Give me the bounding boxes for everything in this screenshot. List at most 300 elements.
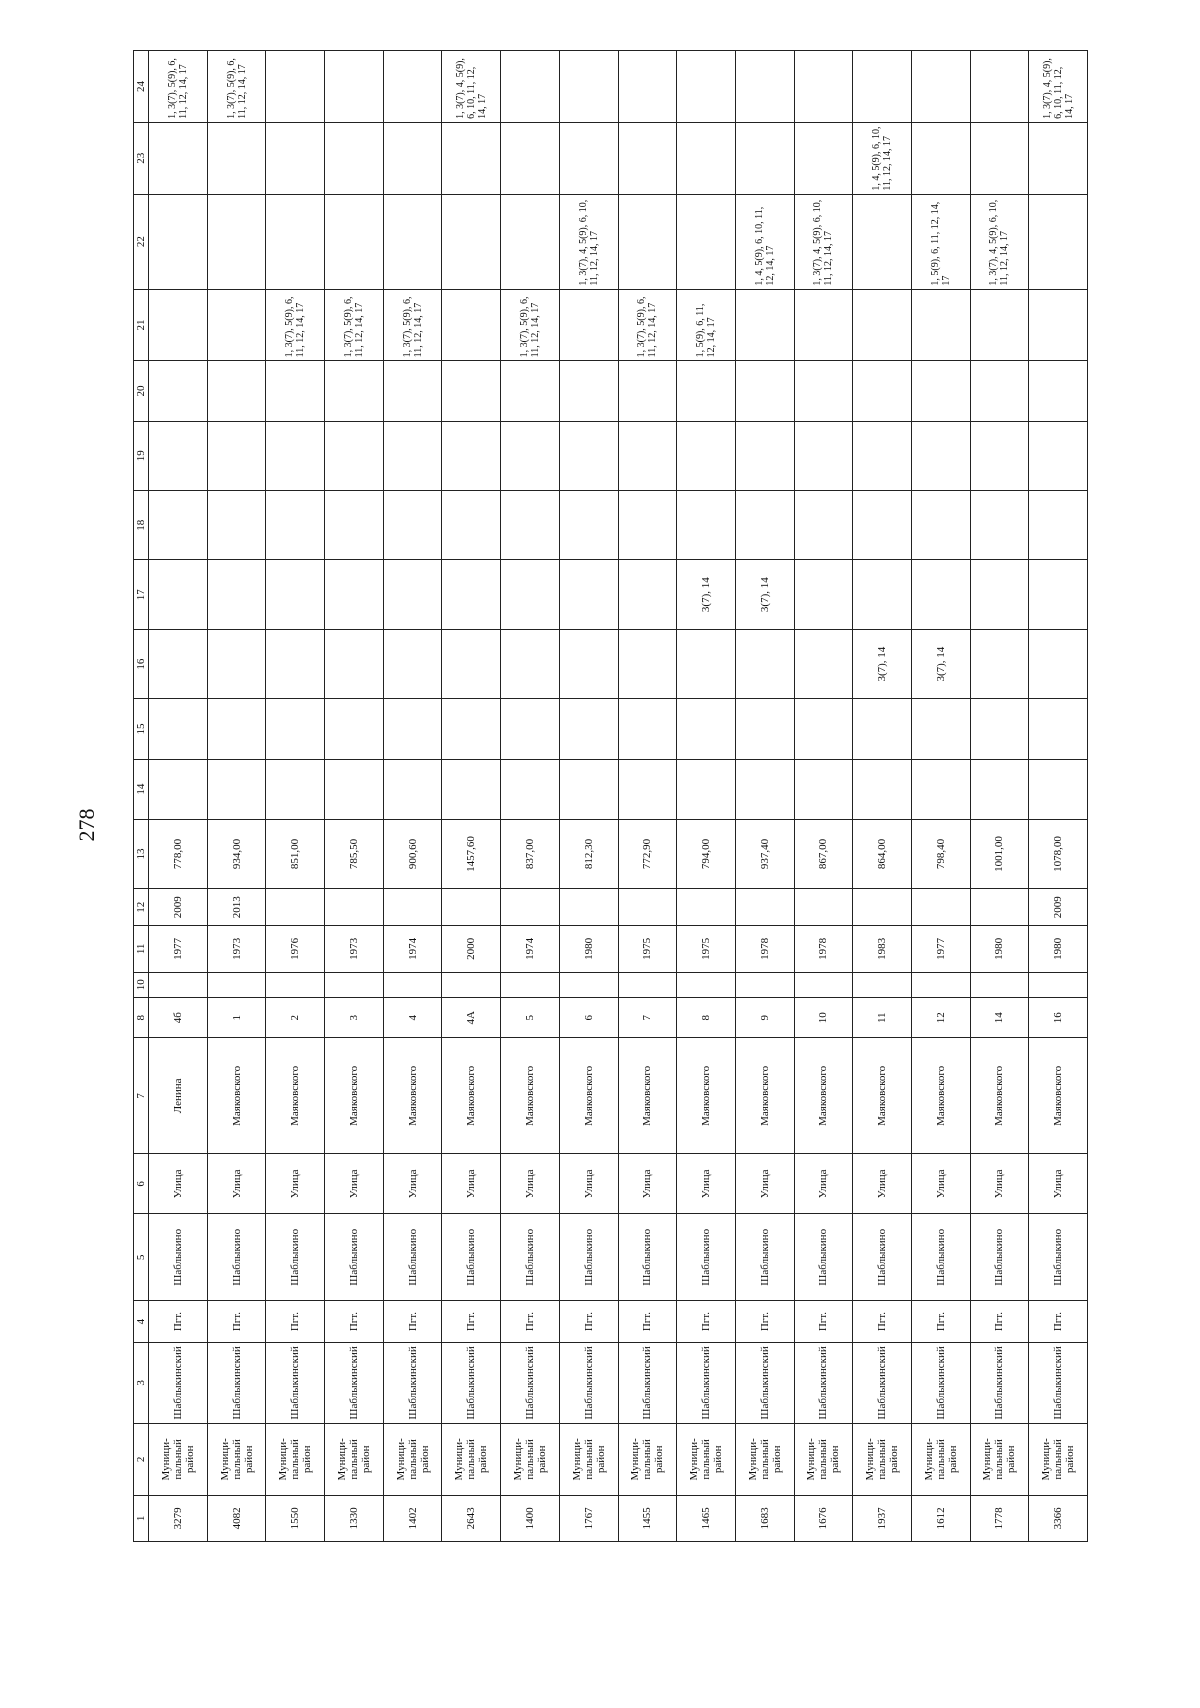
table-cell: Шаблыкинский xyxy=(383,1342,442,1423)
table-cell: Маяковского xyxy=(442,1038,501,1154)
table-cell xyxy=(501,889,560,926)
table-cell: Маяковского xyxy=(794,1038,853,1154)
table-cell xyxy=(149,491,208,560)
table-cell xyxy=(735,972,794,997)
table-cell xyxy=(266,194,325,289)
table-cell: Маяковского xyxy=(207,1038,266,1154)
table-cell xyxy=(501,361,560,421)
table-cell xyxy=(501,759,560,819)
table-cell xyxy=(1029,289,1088,361)
table-cell: Улица xyxy=(853,1154,912,1214)
table-cell: 7 xyxy=(618,997,677,1038)
table-cell xyxy=(618,560,677,629)
table-cell xyxy=(911,699,970,759)
table-cell xyxy=(325,699,384,759)
rotated-table-container xyxy=(133,50,1088,1542)
table-cell: 772,90 xyxy=(618,819,677,888)
table-cell: Шаблыкинский xyxy=(266,1342,325,1423)
table-cell: Шаблыкинский xyxy=(501,1342,560,1423)
table-cell xyxy=(911,759,970,819)
table-cell: Шаблыкино xyxy=(911,1214,970,1301)
table-cell xyxy=(618,122,677,194)
table-row xyxy=(970,51,1029,1542)
column-number-row xyxy=(134,51,149,1542)
table-cell xyxy=(618,51,677,123)
table-cell xyxy=(911,972,970,997)
table-cell xyxy=(853,361,912,421)
table-cell: Шаблыкинский xyxy=(618,1342,677,1423)
table-cell: 2 xyxy=(266,997,325,1038)
table-row xyxy=(325,51,384,1542)
table-cell xyxy=(618,194,677,289)
table-cell: 1400 xyxy=(501,1495,560,1541)
table-cell: Маяковского xyxy=(501,1038,560,1154)
table-cell xyxy=(970,972,1029,997)
table-cell xyxy=(442,759,501,819)
table-cell: 3(7), 14 xyxy=(735,560,794,629)
table-cell xyxy=(911,560,970,629)
table-cell: Шаблыкино xyxy=(794,1214,853,1301)
table-cell xyxy=(794,629,853,698)
table-cell xyxy=(501,629,560,698)
table-cell: 794,00 xyxy=(677,819,736,888)
table-cell: Шаблыкино xyxy=(970,1214,1029,1301)
table-cell xyxy=(794,889,853,926)
table-cell: Шаблыкино xyxy=(266,1214,325,1301)
table-cell: Улица xyxy=(970,1154,1029,1214)
column-number-header: 23 xyxy=(134,122,149,194)
table-cell xyxy=(735,889,794,926)
table-cell xyxy=(618,699,677,759)
table-row xyxy=(383,51,442,1542)
table-cell xyxy=(383,491,442,560)
table-cell: Улица xyxy=(559,1154,618,1214)
table-cell xyxy=(1029,491,1088,560)
column-number-header: 20 xyxy=(134,361,149,421)
table-cell: Маяковского xyxy=(853,1038,912,1154)
table-cell: 1977 xyxy=(149,926,208,972)
table-cell: Шаблыкинский xyxy=(853,1342,912,1423)
table-cell: 1078,00 xyxy=(1029,819,1088,888)
table-cell: Шаблыкино xyxy=(1029,1214,1088,1301)
table-cell xyxy=(794,560,853,629)
table-cell: 1975 xyxy=(618,926,677,972)
table-cell xyxy=(442,699,501,759)
table-cell: 1, 3(7), 5(9), 6, 11, 12, 14, 17 xyxy=(207,51,266,123)
table-cell xyxy=(970,560,1029,629)
table-cell xyxy=(794,51,853,123)
table-cell: Муници-пальный район xyxy=(1029,1423,1088,1495)
table-cell xyxy=(383,194,442,289)
table-cell xyxy=(970,421,1029,490)
table-cell: Улица xyxy=(325,1154,384,1214)
table-cell xyxy=(970,759,1029,819)
table-cell: 1, 3(7), 5(9), 6, 11, 12, 14, 17 xyxy=(325,289,384,361)
table-cell: Маяковского xyxy=(559,1038,618,1154)
page-number: 278 xyxy=(74,808,99,842)
table-cell xyxy=(442,122,501,194)
table-cell xyxy=(149,289,208,361)
table-cell: 1, 3(7), 5(9), 6, 11, 12, 14, 17 xyxy=(383,289,442,361)
table-cell: Маяковского xyxy=(677,1038,736,1154)
table-cell: Пгт. xyxy=(442,1301,501,1343)
column-number-header: 19 xyxy=(134,421,149,490)
table-cell xyxy=(149,560,208,629)
table-cell: 1, 3(7), 5(9), 6, 11, 12, 14, 17 xyxy=(149,51,208,123)
column-number-header: 10 xyxy=(134,972,149,997)
table-cell: 16 xyxy=(1029,997,1088,1038)
table-cell xyxy=(794,421,853,490)
table-cell: Улица xyxy=(618,1154,677,1214)
table-cell: 1, 5(9), 6, 11, 12, 14, 17 xyxy=(911,194,970,289)
table-cell xyxy=(501,972,560,997)
table-cell xyxy=(677,972,736,997)
table-cell: Улица xyxy=(383,1154,442,1214)
table-cell: Шаблыкино xyxy=(149,1214,208,1301)
table-cell: Муници-пальный район xyxy=(559,1423,618,1495)
table-cell xyxy=(853,889,912,926)
table-cell xyxy=(501,51,560,123)
table-cell xyxy=(383,629,442,698)
table-row xyxy=(735,51,794,1542)
table-cell: 867,00 xyxy=(794,819,853,888)
table-cell xyxy=(970,122,1029,194)
table-cell xyxy=(677,889,736,926)
column-number-header: 1 xyxy=(134,1495,149,1541)
table-cell xyxy=(501,560,560,629)
table-cell: Улица xyxy=(266,1154,325,1214)
table-cell: 1, 3(7), 4, 5(9), 6, 10, 11, 12, 14, 17 xyxy=(794,194,853,289)
table-cell xyxy=(559,51,618,123)
table-cell: 1, 5(9), 6, 11, 12, 14, 17 xyxy=(677,289,736,361)
column-number-header: 6 xyxy=(134,1154,149,1214)
table-cell: 934,00 xyxy=(207,819,266,888)
table-cell xyxy=(266,759,325,819)
table-cell xyxy=(1029,194,1088,289)
table-cell xyxy=(266,560,325,629)
table-cell: 1, 3(7), 4, 5(9), 6, 10, 11, 12, 14, 17 xyxy=(1029,51,1088,123)
table-cell xyxy=(735,491,794,560)
table-cell: Улица xyxy=(794,1154,853,1214)
table-cell: Муници-пальный район xyxy=(442,1423,501,1495)
table-cell: 1465 xyxy=(677,1495,736,1541)
table-cell: Улица xyxy=(501,1154,560,1214)
table-cell xyxy=(735,289,794,361)
table-cell xyxy=(207,491,266,560)
table-cell: Маяковского xyxy=(325,1038,384,1154)
table-cell xyxy=(677,194,736,289)
table-cell xyxy=(383,421,442,490)
column-number-header: 17 xyxy=(134,560,149,629)
table-cell xyxy=(970,51,1029,123)
table-cell: 3(7), 14 xyxy=(911,629,970,698)
table-cell: 798,40 xyxy=(911,819,970,888)
table-cell xyxy=(735,51,794,123)
table-cell xyxy=(207,361,266,421)
table-cell xyxy=(853,289,912,361)
table-cell: Муници-пальный район xyxy=(501,1423,560,1495)
table-cell: 1, 4, 5(9), 6, 10, 11, 12, 14, 17 xyxy=(853,122,912,194)
table-cell: 2013 xyxy=(207,889,266,926)
table-cell: Пгт. xyxy=(794,1301,853,1343)
table-cell xyxy=(1029,972,1088,997)
column-number-header: 24 xyxy=(134,51,149,123)
table-cell: Маяковского xyxy=(618,1038,677,1154)
table-cell xyxy=(677,361,736,421)
table-cell: 4б xyxy=(149,997,208,1038)
table-cell: Шаблыкино xyxy=(618,1214,677,1301)
column-number-header: 3 xyxy=(134,1342,149,1423)
column-number-header: 7 xyxy=(134,1038,149,1154)
table-cell xyxy=(559,560,618,629)
table-cell xyxy=(911,491,970,560)
table-cell xyxy=(794,361,853,421)
table-cell xyxy=(559,629,618,698)
table-cell xyxy=(911,421,970,490)
table-cell: 1457,60 xyxy=(442,819,501,888)
table-cell: 1, 3(7), 5(9), 6, 11, 12, 14, 17 xyxy=(501,289,560,361)
table-cell xyxy=(442,972,501,997)
table-cell xyxy=(266,491,325,560)
table-cell: Пгт. xyxy=(501,1301,560,1343)
table-cell xyxy=(442,361,501,421)
table-cell xyxy=(677,759,736,819)
table-cell: Шаблыкино xyxy=(325,1214,384,1301)
table-cell: Улица xyxy=(207,1154,266,1214)
table-cell xyxy=(442,421,501,490)
table-cell xyxy=(559,289,618,361)
table-cell xyxy=(383,699,442,759)
table-cell: 4А xyxy=(442,997,501,1038)
table-cell xyxy=(735,759,794,819)
table-cell: 1612 xyxy=(911,1495,970,1541)
table-cell xyxy=(383,759,442,819)
table-cell xyxy=(735,122,794,194)
table-cell: Пгт. xyxy=(618,1301,677,1343)
table-cell xyxy=(1029,560,1088,629)
table-cell xyxy=(383,122,442,194)
table-cell xyxy=(266,972,325,997)
table-cell xyxy=(501,122,560,194)
table-cell xyxy=(559,759,618,819)
table-cell: Муници-пальный район xyxy=(383,1423,442,1495)
table-cell: Шаблыкинский xyxy=(559,1342,618,1423)
table-cell: Шаблыкинский xyxy=(794,1342,853,1423)
table-cell xyxy=(266,889,325,926)
table-cell: 778,00 xyxy=(149,819,208,888)
table-cell xyxy=(559,361,618,421)
table-cell xyxy=(559,122,618,194)
table-cell: 812,30 xyxy=(559,819,618,888)
table-cell xyxy=(911,51,970,123)
table-cell xyxy=(325,361,384,421)
table-cell: Маяковского xyxy=(970,1038,1029,1154)
column-number-header: 15 xyxy=(134,699,149,759)
table-cell: Улица xyxy=(911,1154,970,1214)
table-cell: Улица xyxy=(677,1154,736,1214)
table-cell: 11 xyxy=(853,997,912,1038)
table-cell: Пгт. xyxy=(207,1301,266,1343)
table-cell xyxy=(853,491,912,560)
table-cell: 1, 3(7), 5(9), 6, 11, 12, 14, 17 xyxy=(266,289,325,361)
table-cell: 1980 xyxy=(559,926,618,972)
table-cell: 2009 xyxy=(149,889,208,926)
column-number-header: 11 xyxy=(134,926,149,972)
table-cell xyxy=(677,491,736,560)
table-cell: Шаблыкинский xyxy=(677,1342,736,1423)
table-row xyxy=(677,51,736,1542)
table-cell xyxy=(970,629,1029,698)
table-cell xyxy=(207,122,266,194)
table-cell xyxy=(853,972,912,997)
table-cell xyxy=(970,491,1029,560)
table-cell: 1977 xyxy=(911,926,970,972)
table-cell xyxy=(149,361,208,421)
table-cell xyxy=(266,122,325,194)
table-cell xyxy=(442,560,501,629)
table-cell: Улица xyxy=(442,1154,501,1214)
table-cell: 1978 xyxy=(735,926,794,972)
column-number-header: 5 xyxy=(134,1214,149,1301)
table-cell xyxy=(618,889,677,926)
table-cell: Муници-пальный район xyxy=(853,1423,912,1495)
table-cell: Пгт. xyxy=(853,1301,912,1343)
table-row xyxy=(559,51,618,1542)
table-cell xyxy=(559,889,618,926)
table-cell: Шаблыкинский xyxy=(207,1342,266,1423)
table-cell: Муници-пальный район xyxy=(325,1423,384,1495)
table-cell: Шаблыкино xyxy=(559,1214,618,1301)
table-cell xyxy=(618,361,677,421)
table-cell: 1330 xyxy=(325,1495,384,1541)
table-cell xyxy=(853,560,912,629)
table-cell: Шаблыкино xyxy=(442,1214,501,1301)
table-cell xyxy=(911,122,970,194)
table-cell xyxy=(559,421,618,490)
table-cell: Пгт. xyxy=(911,1301,970,1343)
table-cell: Муници-пальный район xyxy=(911,1423,970,1495)
table-cell: 1550 xyxy=(266,1495,325,1541)
table-cell xyxy=(207,289,266,361)
table-cell xyxy=(266,699,325,759)
table-cell xyxy=(735,421,794,490)
table-row xyxy=(1029,51,1088,1542)
table-cell: Пгт. xyxy=(677,1301,736,1343)
table-cell xyxy=(325,629,384,698)
table-row xyxy=(853,51,912,1542)
table-cell: 1975 xyxy=(677,926,736,972)
table-cell: Муници-пальный район xyxy=(794,1423,853,1495)
table-cell: Пгт. xyxy=(383,1301,442,1343)
table-cell: Пгт. xyxy=(559,1301,618,1343)
column-number-header: 4 xyxy=(134,1301,149,1343)
table-cell xyxy=(383,51,442,123)
table-cell: 9 xyxy=(735,997,794,1038)
table-cell xyxy=(1029,421,1088,490)
table-cell: 1402 xyxy=(383,1495,442,1541)
table-cell: Маяковского xyxy=(911,1038,970,1154)
table-cell xyxy=(618,629,677,698)
table-cell xyxy=(911,361,970,421)
column-number-header: 13 xyxy=(134,819,149,888)
table-cell xyxy=(383,361,442,421)
table-cell: Шаблыкинский xyxy=(735,1342,794,1423)
table-row xyxy=(501,51,560,1542)
table-cell: 937,40 xyxy=(735,819,794,888)
table-cell xyxy=(618,421,677,490)
column-number-header: 21 xyxy=(134,289,149,361)
table-cell xyxy=(207,194,266,289)
table-cell xyxy=(266,421,325,490)
table-cell xyxy=(970,889,1029,926)
table-cell: 3366 xyxy=(1029,1495,1088,1541)
column-number-header: 18 xyxy=(134,491,149,560)
table-cell: Шаблыкинский xyxy=(970,1342,1029,1423)
table-cell: 2009 xyxy=(1029,889,1088,926)
table-cell: Шаблыкинский xyxy=(325,1342,384,1423)
table-cell: 2000 xyxy=(442,926,501,972)
table-row xyxy=(266,51,325,1542)
table-cell: 12 xyxy=(911,997,970,1038)
table-cell xyxy=(207,972,266,997)
table-cell xyxy=(1029,699,1088,759)
table-cell: Муници-пальный район xyxy=(677,1423,736,1495)
table-cell xyxy=(618,491,677,560)
table-cell xyxy=(853,699,912,759)
table-cell: 1 xyxy=(207,997,266,1038)
table-cell: Шаблыкино xyxy=(735,1214,794,1301)
table-cell: 8 xyxy=(677,997,736,1038)
table-cell xyxy=(149,629,208,698)
table-cell: Шаблыкинский xyxy=(149,1342,208,1423)
table-cell: Муници-пальный район xyxy=(149,1423,208,1495)
table-cell xyxy=(1029,122,1088,194)
table-cell: 1, 3(7), 5(9), 6, 11, 12, 14, 17 xyxy=(618,289,677,361)
table-cell: Шаблыкино xyxy=(853,1214,912,1301)
table-cell xyxy=(970,289,1029,361)
table-cell xyxy=(677,51,736,123)
table-cell: 1973 xyxy=(325,926,384,972)
table-row xyxy=(149,51,208,1542)
table-cell xyxy=(501,699,560,759)
table-cell: 1973 xyxy=(207,926,266,972)
table-cell: Улица xyxy=(149,1154,208,1214)
table-cell: Пгт. xyxy=(149,1301,208,1343)
table-cell: Пгт. xyxy=(266,1301,325,1343)
table-cell xyxy=(735,629,794,698)
table-cell xyxy=(325,972,384,997)
table-cell: 1976 xyxy=(266,926,325,972)
table-cell xyxy=(383,889,442,926)
table-cell: 1, 3(7), 4, 5(9), 6, 10, 11, 12, 14, 17 xyxy=(442,51,501,123)
table-cell xyxy=(559,699,618,759)
table-cell: 864,00 xyxy=(853,819,912,888)
table-cell: 3(7), 14 xyxy=(677,560,736,629)
table-row xyxy=(442,51,501,1542)
table-cell: 1974 xyxy=(383,926,442,972)
table-cell xyxy=(501,421,560,490)
table-cell: 1455 xyxy=(618,1495,677,1541)
table-cell xyxy=(1029,629,1088,698)
table-cell xyxy=(853,421,912,490)
table-cell xyxy=(207,759,266,819)
table-cell: 4 xyxy=(383,997,442,1038)
table-cell xyxy=(207,421,266,490)
table-cell: Шаблыкинский xyxy=(1029,1342,1088,1423)
table-row xyxy=(618,51,677,1542)
table-cell xyxy=(149,421,208,490)
table-cell: Шаблыкино xyxy=(383,1214,442,1301)
